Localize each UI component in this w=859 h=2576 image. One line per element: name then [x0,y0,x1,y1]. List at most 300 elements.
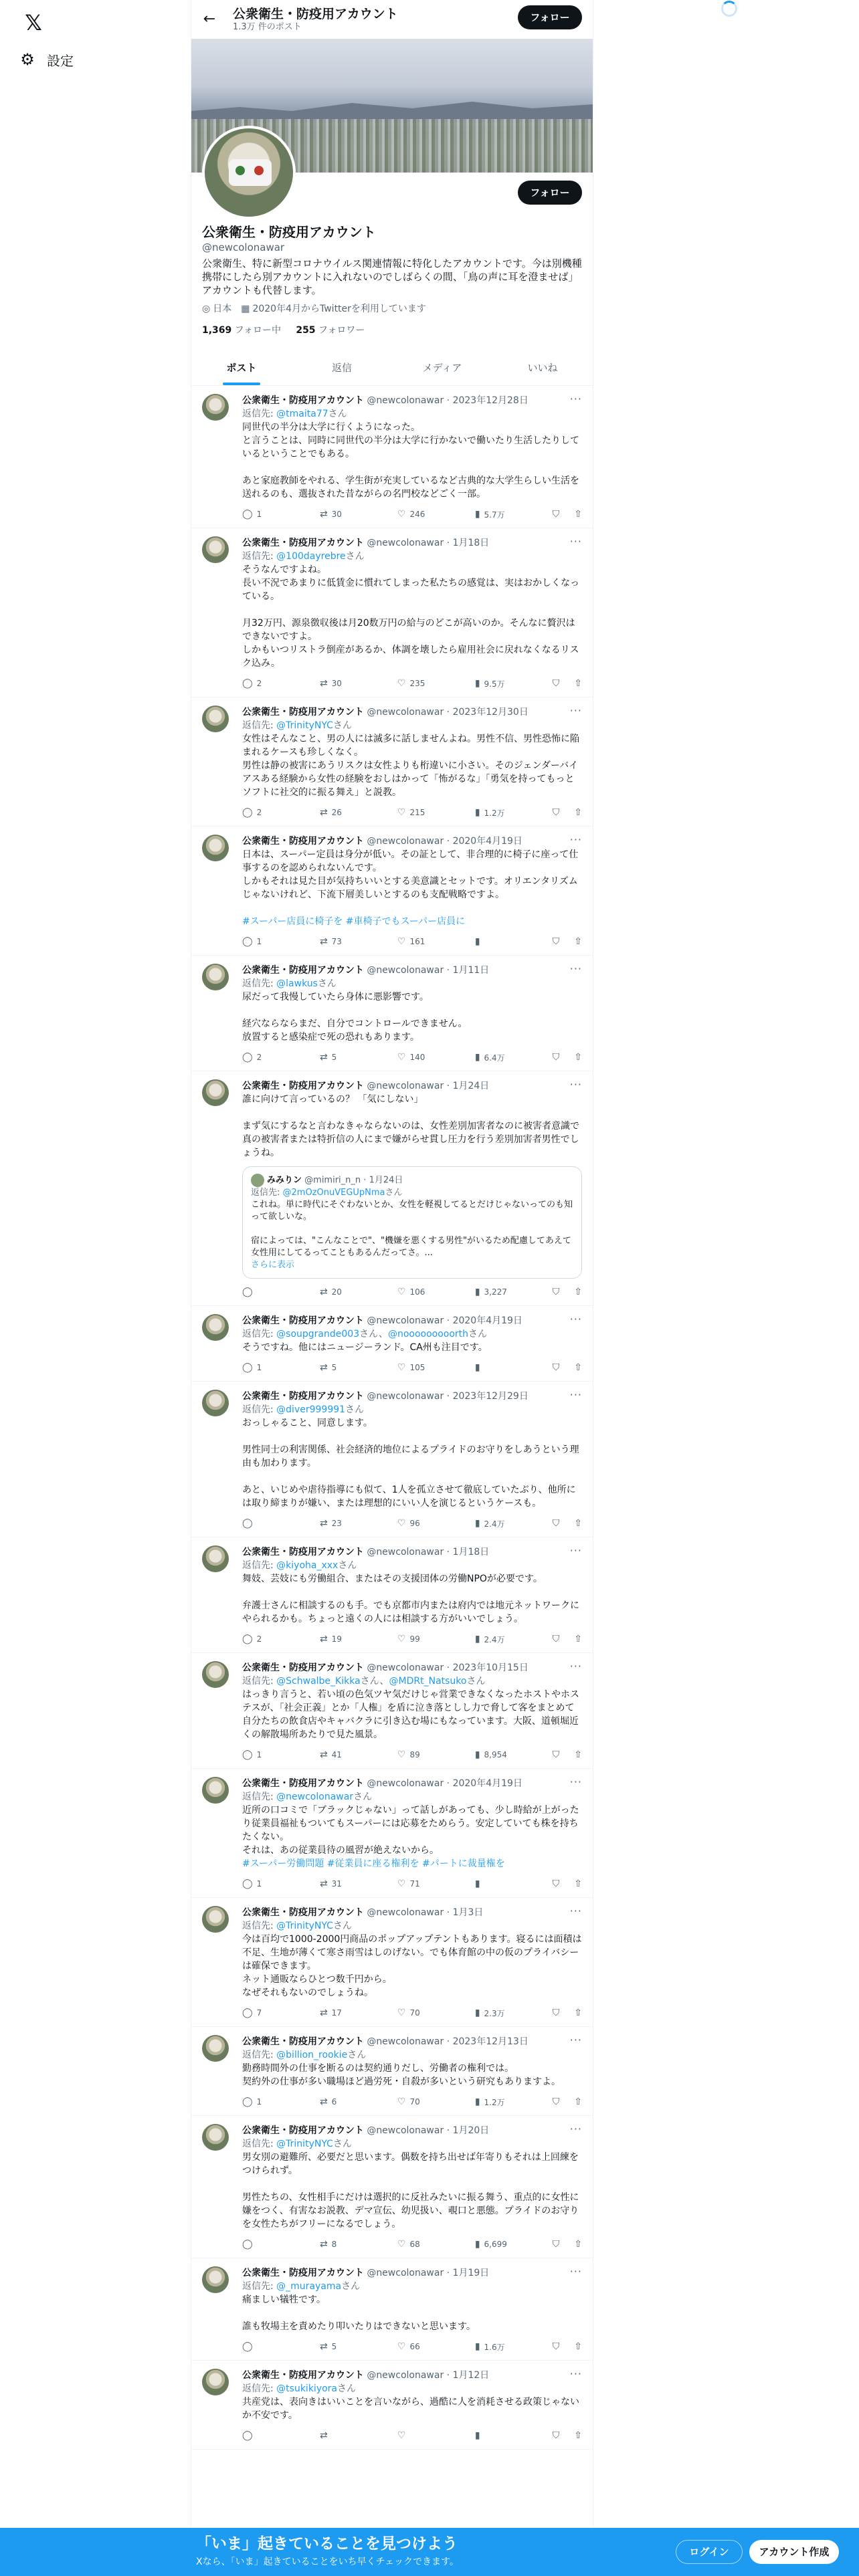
tweet[interactable] [191,1071,593,1306]
views-button[interactable] [475,936,553,947]
reply-button[interactable] [242,2008,320,2018]
bookmark-icon[interactable]: ⛉ [552,1287,560,1297]
tweet-author-handle[interactable]: @newcolonawar [367,1662,444,1673]
reply-context: 返信先: @soupgrande003さん、@nooooooooorthさん [242,1329,488,1339]
views-button[interactable] [475,1879,553,1889]
reply-mention[interactable]: @MDRt_Natsuko [389,1676,467,1687]
tweet-avatar[interactable] [202,1079,229,1106]
tweet-text: 女性はそんなこと、男の人には滅多に話しませんよね。男性不信、男性恐怖に陥まれるケースも珍しくなく。 男性は静の被害にあうリスクは女性よりも桁違いに小さい。そのジェンダーバイアスある経験から女性の経験をおしはかって「怖がるな」「勇気を持ってもっとソフトに社交的に振る舞え」と説教。 [242,734,579,798]
reply-mention[interactable]: @billion_rookie [276,2050,348,2060]
tweet-header: 公衆衛生・防疫用アカウント @newcolonawar · 2023年12月28日 [242,395,529,406]
like-button[interactable] [397,2097,475,2107]
reply-mention[interactable]: @lawkus [276,978,318,989]
more-icon[interactable]: ··· [569,704,582,717]
tweet-author-name[interactable]: 公衆衛生・防疫用アカウント [242,538,364,548]
more-icon[interactable]: ··· [569,1544,582,1557]
retweet-button[interactable] [320,1287,397,1297]
like-count: 105 [409,1363,425,1372]
tweet-author-handle[interactable]: @newcolonawar [367,2036,444,2047]
more-icon[interactable]: ··· [569,2265,582,2278]
tweet[interactable] [191,1306,593,1382]
tweet-text: 尿だって我慢していたら身体に悪影響です。 経穴ならならまだ、自分でコントロールできません。 放置すると感染症で死の恐れもあります。 [242,992,468,1043]
more-icon[interactable]: ··· [569,2034,582,2046]
tweet[interactable] [191,1898,593,2027]
tweet-author-name[interactable]: 公衆衛生・防疫用アカウント [242,1315,364,1326]
bookmark-icon[interactable]: ⛉ [552,1052,560,1063]
header-follow-button[interactable]: フォロー [518,5,582,29]
retweet-button[interactable] [320,1749,397,1760]
tweet-author-name[interactable]: 公衆衛生・防疫用アカウント [242,1081,364,1091]
tweet-author-handle[interactable]: @newcolonawar [367,1778,444,1789]
heart-icon: ♡ [397,509,406,520]
tweet-author-handle[interactable]: @newcolonawar [367,1391,444,1402]
share-icon[interactable]: ⇧ [574,509,582,520]
reply-context: 返信先: @newcolonawarさん [242,1792,373,1802]
tweet-date[interactable]: 2023年12月30日 [452,707,529,718]
reply-button[interactable] [242,1879,320,1889]
bookmark-icon[interactable]: ⛉ [552,2341,560,2352]
reply-count: 2 [256,679,262,688]
tweet-actions [242,1354,582,1381]
reply-button[interactable] [242,1362,320,1373]
show-more-link[interactable]: さらに表示 [251,1260,295,1270]
reply-mention[interactable]: @TrinityNYC [276,2139,333,2149]
view-count: 2.3万 [484,2008,505,2018]
bookmark-icon[interactable]: ⛉ [552,1749,560,1760]
reply-mention[interactable]: @100dayrebre [276,551,346,562]
more-icon[interactable]: ··· [569,2123,582,2135]
retweet-button[interactable] [320,1634,397,1644]
reply-mention[interactable]: @TrinityNYC [276,720,333,731]
share-icon[interactable]: ⇧ [574,2341,582,2352]
like-button[interactable] [397,1287,475,1297]
retweet-button[interactable] [320,2008,397,2018]
more-icon[interactable]: ··· [569,1078,582,1091]
retweet-icon: ⇄ [319,509,328,520]
bookmark-icon[interactable]: ⛉ [552,509,560,520]
tweet-date[interactable]: 2023年10月15日 [452,1662,529,1673]
tweet-author-handle[interactable]: @newcolonawar [367,1315,444,1326]
share-icon[interactable]: ⇧ [574,2008,582,2018]
view-count: 8,954 [484,1750,507,1759]
share-icon[interactable]: ⇧ [574,678,582,689]
views-button[interactable] [475,2430,553,2441]
tweet-date[interactable]: 1月19日 [452,2268,490,2278]
tweet-avatar[interactable] [202,1906,229,1933]
reply-icon: ◯ [242,1052,253,1063]
tweet-avatar[interactable] [202,1314,229,1341]
tweet-date[interactable]: 1月18日 [452,1547,490,1558]
signup-banner-subtitle: Xなら、「いま」起きていることをいち早くチェックできます。 [196,2557,460,2567]
reply-button[interactable] [242,807,320,818]
quote-avatar [251,1174,264,1187]
share-icon[interactable]: ⇧ [574,2430,582,2441]
view-count: 1.6万 [484,2342,505,2352]
tweet-author-handle[interactable]: @newcolonawar [367,1907,444,1918]
retweet-icon: ⇄ [319,1634,328,1644]
back-arrow-icon[interactable]: ← [203,11,216,27]
tweet-avatar[interactable] [202,706,229,732]
more-icon[interactable]: ··· [569,1905,582,1917]
reply-button[interactable] [242,1052,320,1063]
tweet-avatar[interactable] [202,2035,229,2062]
like-button[interactable] [397,1879,475,1889]
tweet-avatar[interactable] [202,1777,229,1804]
reply-icon: ◯ [242,678,253,689]
share-icon[interactable]: ⇧ [574,936,582,947]
like-count: 96 [409,1519,420,1528]
reply-icon: ◯ [242,1287,253,1297]
tweet-date[interactable]: 1月3日 [452,1907,484,1918]
tab-likes[interactable]: いいね [527,362,558,374]
tweet-author-handle[interactable]: @newcolonawar [367,1547,444,1558]
tweet-author-handle[interactable]: @newcolonawar [367,1081,444,1091]
share-icon[interactable]: ⇧ [574,2097,582,2107]
tweet[interactable] [191,827,593,956]
views-button[interactable] [475,1362,553,1373]
follow-button[interactable]: フォロー [518,181,582,205]
followers-link[interactable]: 255 フォロワー [296,325,365,336]
retweet-button[interactable] [320,2097,397,2107]
reply-count: 2 [256,1053,262,1062]
views-button[interactable] [475,1287,553,1297]
views-button[interactable] [475,1634,553,1645]
like-count: 215 [409,808,425,817]
tweet-date[interactable]: 1月20日 [452,2125,490,2136]
views-button[interactable] [475,807,553,819]
tweet-author-name[interactable]: 公衆衛生・防疫用アカウント [242,2268,364,2278]
retweet-count: 5 [331,1053,337,1062]
profile-header-bar [191,0,593,39]
bookmark-icon[interactable]: ⛉ [552,936,560,947]
like-count: 106 [409,1287,425,1297]
retweet-icon: ⇄ [319,2430,328,2441]
bookmark-icon[interactable]: ⛉ [552,678,560,689]
tweet-hashtags[interactable]: #スーパー店員に椅子を #車椅子でもスーパー店員に [242,916,466,927]
profile-location: 日本 [213,304,232,314]
more-icon[interactable]: ··· [569,962,582,975]
reply-button[interactable] [242,2239,320,2250]
tweet-author-handle[interactable]: @newcolonawar [367,395,444,406]
reply-icon: ◯ [242,2008,253,2018]
signup-button[interactable]: アカウント作成 [749,2540,839,2564]
heart-icon: ♡ [397,1052,406,1063]
heart-icon: ♡ [397,1634,406,1644]
share-icon[interactable]: ⇧ [574,1518,582,1529]
view-count: 2.4万 [484,1634,505,1644]
view-count: 3,227 [484,1287,507,1297]
tweet[interactable] [191,2361,593,2450]
tweet-author-name[interactable]: 公衆衛生・防疫用アカウント [242,1662,364,1673]
tweet-date[interactable]: 2023年12月13日 [452,2036,529,2047]
like-button[interactable] [397,678,475,689]
like-count: 140 [409,1053,425,1062]
bookmark-icon[interactable]: ⛉ [552,2008,560,2018]
tweet[interactable] [191,1382,593,1537]
tweet-date[interactable]: 1月11日 [452,965,490,976]
profile-meta [191,297,593,316]
tweet-text: 勤務時間外の仕事を断るのは契約通りだし、労働者の権利では。 契約外の仕事が多い職場ほど過労死・自殺が多いという研究もありますよ。 [242,2063,561,2087]
tweet-author-name[interactable]: 公衆衛生・防疫用アカウント [242,2036,364,2047]
header-post-count: 1.3万 件のポスト [233,22,302,32]
tweet[interactable] [191,386,593,528]
tweet-author-name[interactable]: 公衆衛生・防疫用アカウント [242,1547,364,1558]
reply-mention[interactable]: @tsukikiyora [276,2383,338,2394]
tweet[interactable] [191,2258,593,2361]
view-count: 6,699 [484,2240,507,2249]
tweet-header: 公衆衛生・防疫用アカウント @newcolonawar · 1月18日 [242,1547,490,1558]
retweet-button[interactable] [320,1879,397,1889]
tweet-author-name[interactable]: 公衆衛生・防疫用アカウント [242,836,364,847]
reply-context: 返信先: @100dayrebreさん [242,551,365,562]
like-button[interactable] [397,807,475,818]
views-button[interactable] [475,2341,553,2353]
share-icon[interactable]: ⇧ [574,807,582,818]
tweet-date[interactable]: 1月24日 [452,1081,490,1091]
tab-media[interactable]: メディア [422,362,462,374]
bookmark-icon[interactable]: ⛉ [552,2239,560,2250]
tweet[interactable] [191,2027,593,2116]
tweet-date[interactable]: 1月12日 [452,2370,490,2381]
reply-count: 2 [256,808,262,817]
like-button[interactable] [397,1749,475,1760]
profile-bio: 公衆衛生、特に新型コロナウイルス関連情報に特化したアカウントです。今は別機種携帯にしたら別アカウントに入れないのでしばらくの間、「鳥の声に耳を澄ませば」アカウントも代替します。 [202,257,582,296]
reply-context: 返信先: @TrinityNYCさん [242,1921,352,1931]
like-button[interactable] [397,936,475,947]
reply-context: 返信先: @tmaita77さん [242,409,347,419]
reply-icon: ◯ [242,509,253,520]
reply-button[interactable] [242,1287,320,1297]
views-icon: ▮ [474,2239,480,2250]
like-button[interactable] [397,1052,475,1063]
following-link[interactable]: 1,369 フォロー中 [202,325,282,336]
tweet-author-name[interactable]: 公衆衛生・防疫用アカウント [242,1391,364,1402]
reply-count: 1 [256,1363,262,1372]
tweet-date[interactable]: 2020年4月19日 [452,1778,522,1789]
like-button[interactable] [397,2430,475,2441]
tweet-author-name[interactable]: 公衆衛生・防疫用アカウント [242,2125,364,2136]
tweet[interactable] [191,528,593,697]
bookmark-icon[interactable]: ⛉ [552,1879,560,1889]
tweet[interactable] [191,1537,593,1653]
retweet-button[interactable] [320,936,397,947]
views-icon: ▮ [474,2097,480,2107]
like-button[interactable] [397,509,475,520]
reply-count: 7 [256,2008,262,2018]
like-button[interactable] [397,2239,475,2250]
tweet-avatar[interactable] [202,2124,229,2151]
tweet-author-handle[interactable]: @newcolonawar [367,836,444,847]
reply-count: 1 [256,1879,262,1889]
gear-icon: ⚙ [20,50,35,69]
more-icon[interactable]: ··· [569,1660,582,1673]
retweet-button[interactable] [320,807,397,818]
reply-mention[interactable]: @nooooooooorth [387,1329,469,1339]
bookmark-icon[interactable]: ⛉ [552,1518,560,1529]
tweet-author-name[interactable]: 公衆衛生・防疫用アカウント [242,395,364,406]
like-button[interactable] [397,1634,475,1644]
reply-button[interactable] [242,1634,320,1644]
reply-icon: ◯ [242,1879,253,1889]
tweet-date[interactable]: 2023年12月29日 [452,1391,529,1402]
views-button[interactable] [475,2008,553,2019]
quoted-tweet[interactable]: みみりン @mimiri_n_n · 1月24日 返信先: @2mOzOnuVEGUpNmaさん これね。単に時代にそぐわないとか、女性を軽視してるとだけじゃないってのも知って欲しいな。 宿によっては、"こんなことで"、"機嫌を悪くする男性"がいるため配慮してあえて女性用にしてるってこともあるんだってさ。... さらに表示 [242,1166,582,1279]
reply-mention[interactable]: @tmaita77 [276,409,328,419]
views-icon: ▮ [474,2341,480,2352]
tweet-author-name[interactable]: 公衆衛生・防疫用アカウント [242,2370,364,2381]
bookmark-icon[interactable]: ⛉ [552,807,560,818]
reply-mention[interactable]: @diver999991 [276,1404,346,1415]
retweet-count: 41 [331,1750,342,1759]
reply-mention[interactable]: @Schwalbe_Kikka [276,1676,361,1687]
reply-button[interactable] [242,509,320,520]
reply-button[interactable] [242,2097,320,2107]
retweet-icon: ⇄ [319,1287,328,1297]
reply-mention[interactable]: @_murayama [276,2281,342,2292]
like-button[interactable] [397,1362,475,1373]
reply-button[interactable] [242,2341,320,2352]
tweet[interactable] [191,2116,593,2258]
more-icon[interactable]: ··· [569,1776,582,1788]
share-icon[interactable]: ⇧ [574,1634,582,1644]
reply-mention[interactable]: @soupgrande003 [276,1329,360,1339]
heart-icon: ♡ [397,1749,406,1760]
views-icon: ▮ [474,678,480,689]
like-count: 68 [409,2240,420,2249]
quote-author-name: みみりン [267,1175,302,1186]
tweet-author-handle[interactable]: @newcolonawar [367,707,444,718]
tweet-author-name[interactable]: 公衆衛生・防疫用アカウント [242,1907,364,1918]
tweet-avatar[interactable] [202,2369,229,2395]
tweet-header: 公衆衛生・防疫用アカウント @newcolonawar · 1月24日 [242,1081,490,1091]
tweet-avatar[interactable] [202,536,229,563]
profile-joined: 2020年4月からTwitterを利用しています [252,304,426,314]
views-button[interactable] [475,509,553,520]
more-icon[interactable]: ··· [569,833,582,846]
tweet-author-handle[interactable]: @newcolonawar [367,2125,444,2136]
reply-mention[interactable]: @kiyoha_xxx [276,1560,339,1571]
tweet-author-handle[interactable]: @newcolonawar [367,2370,444,2381]
tweet-avatar[interactable] [202,835,229,861]
tab-replies[interactable]: 返信 [331,362,352,374]
reply-icon: ◯ [242,1518,253,1529]
profile-avatar[interactable] [202,126,296,219]
retweet-button[interactable] [320,1518,397,1529]
x-logo-icon[interactable]: 𝕏 [25,10,42,35]
tweet-avatar[interactable] [202,964,229,990]
tweet-text: 同世代の半分は大学に行くようになった。 と言うことは、同時に同世代の半分は大学に行かないで働いたり生活したりしているということでもある。 あと家庭教師をやれる、学生街が充実しているなど古典的な大学生らしい生活を送れるのも、選抜された昔ながらの名門校などごく一部。 [242,422,579,500]
reply-icon: ◯ [242,936,253,947]
tweet-avatar[interactable] [202,1661,229,1688]
reply-button[interactable] [242,678,320,689]
settings-link[interactable] [17,44,74,75]
profile-tabs [191,350,593,386]
more-icon[interactable]: ··· [569,1313,582,1325]
bookmark-icon[interactable]: ⛉ [552,2430,560,2441]
tab-posts[interactable]: ポスト [191,350,292,385]
like-button[interactable] [397,1518,475,1529]
reply-icon: ◯ [242,807,253,818]
reply-mention[interactable]: @TrinityNYC [276,1921,333,1931]
tweet-avatar[interactable] [202,394,229,421]
settings-label: 設定 [47,52,74,69]
views-button[interactable] [475,1749,553,1760]
tweet-date[interactable]: 1月18日 [452,538,490,548]
bookmark-icon[interactable]: ⛉ [552,2097,560,2107]
retweet-button[interactable] [320,2430,397,2441]
views-button[interactable] [475,2097,553,2108]
reply-icon: ◯ [242,2239,253,2250]
retweet-count: 19 [331,1634,342,1644]
reply-button[interactable] [242,1749,320,1760]
retweet-button[interactable] [320,509,397,520]
tweet-avatar[interactable] [202,2266,229,2293]
retweet-button[interactable] [320,2239,397,2250]
tweet-date[interactable]: 2020年4月19日 [452,1315,522,1326]
tweet[interactable] [191,1653,593,1769]
bookmark-icon[interactable]: ⛉ [552,1362,560,1373]
reply-button[interactable] [242,936,320,947]
reply-button[interactable] [242,2430,320,2441]
more-icon[interactable]: ··· [569,2367,582,2380]
like-button[interactable] [397,2008,475,2018]
tweet-author-name[interactable]: 公衆衛生・防疫用アカウント [242,965,364,976]
share-icon[interactable]: ⇧ [574,1287,582,1297]
share-icon[interactable]: ⇧ [574,2239,582,2250]
tweet-date[interactable]: 2020年4月19日 [452,836,522,847]
login-button[interactable]: ログイン [676,2540,743,2564]
views-button[interactable] [475,1052,553,1063]
reply-mention[interactable]: @newcolonawar [276,1792,354,1802]
views-button[interactable] [475,2239,553,2250]
tweet-text: そうですね。他にはニュージーランド。CA州も注目です。 [242,1342,488,1353]
retweet-icon: ⇄ [319,936,328,947]
retweet-button[interactable] [320,1052,397,1063]
share-icon[interactable]: ⇧ [574,1749,582,1760]
like-button[interactable] [397,2341,475,2352]
retweet-button[interactable] [320,678,397,689]
retweet-button[interactable] [320,2341,397,2352]
tweet-author-handle[interactable]: @newcolonawar [367,538,444,548]
more-icon[interactable]: ··· [569,1388,582,1401]
tweet-actions [242,2333,582,2360]
tweet-author-name[interactable]: 公衆衛生・防疫用アカウント [242,1778,364,1789]
tweet-author-handle[interactable]: @newcolonawar [367,965,444,976]
tweet[interactable] [191,1769,593,1898]
reply-button[interactable] [242,1518,320,1529]
tweet-avatar[interactable] [202,1545,229,1572]
more-icon[interactable]: ··· [569,393,582,405]
views-button[interactable] [475,678,553,689]
tweet-author-name[interactable]: 公衆衛生・防疫用アカウント [242,707,364,718]
tweet-avatar[interactable] [202,1390,229,1416]
tweet[interactable] [191,956,593,1071]
heart-icon: ♡ [397,1518,406,1529]
share-icon[interactable]: ⇧ [574,1879,582,1889]
retweet-button[interactable] [320,1362,397,1373]
tweet-hashtags[interactable]: #スーパー労働問題 #従業員に座る権利を #パートに裁量権を [242,1858,505,1869]
bookmark-icon[interactable]: ⛉ [552,1634,560,1644]
share-icon[interactable]: ⇧ [574,1052,582,1063]
views-icon: ▮ [474,1362,480,1373]
more-icon[interactable]: ··· [569,535,582,548]
tweet-date[interactable]: 2023年12月28日 [452,395,529,406]
tweet-author-handle[interactable]: @newcolonawar [367,2268,444,2278]
views-button[interactable] [475,1518,553,1529]
tweet-actions [242,501,582,528]
tweet[interactable] [191,697,593,827]
share-icon[interactable]: ⇧ [574,1362,582,1373]
